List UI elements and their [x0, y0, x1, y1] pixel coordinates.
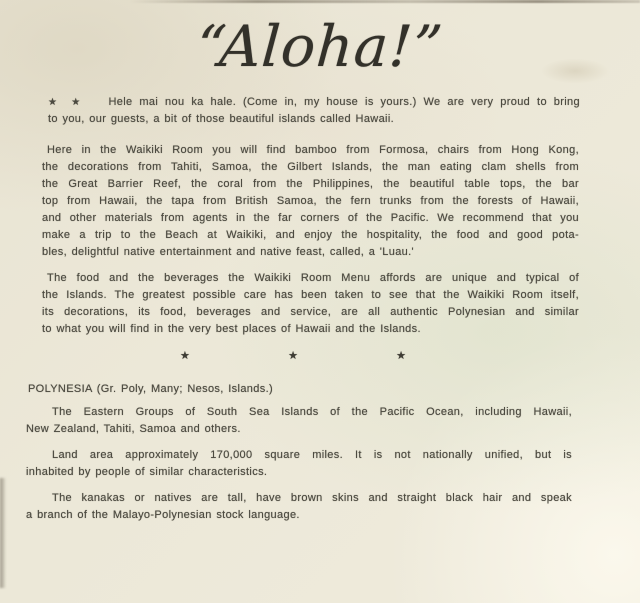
- text-line: make a trip to the Beach at Waikiki, and enjoy the hospitality, the food and good pota-: [42, 229, 579, 241]
- scan-edge-left: [0, 478, 6, 588]
- text-line: the Islands. The greatest possible care has been taken to see that the Waikiki Room itself,: [42, 289, 579, 301]
- scan-edge-top: [130, 0, 640, 3]
- paragraph-waikiki-room: [42, 142, 579, 261]
- text-line: The Eastern Groups of South Sea Islands of the Pacific Ocean, including Hawaii,: [52, 406, 572, 418]
- intro-line-2: to you, our guests, a bit of those beautiful islands called Hawaii.: [48, 113, 395, 125]
- paragraph-food-beverages: [42, 270, 579, 338]
- text-line: inhabited by people of similar characteristics.: [26, 466, 268, 478]
- star-icon: ★: [288, 350, 298, 362]
- text-line: Land area approximately 170,000 square miles. It is not nationally unified, but is: [52, 449, 572, 461]
- paragraph-land-area: [26, 447, 572, 481]
- star-icon: ★: [396, 350, 406, 362]
- text-line: New Zealand, Tahiti, Samoa and others.: [26, 423, 241, 435]
- text-line: and other materials from agents in the far corners of the Pacific. We recommend that you: [42, 212, 579, 224]
- intro-paragraph: [48, 94, 580, 128]
- text-line: the Great Barrier Reef, the coral from the Philippines, the beautiful table tops, the bar: [42, 178, 579, 190]
- heading-line: POLYNESIA (Gr. Poly, Many; Nesos, Islands.): [28, 383, 273, 395]
- star-divider: [180, 349, 406, 362]
- paragraph-kanakas: [26, 490, 572, 524]
- text-line: Here in the Waikiki Room you will find bamboo from Formosa, chairs from Hong Kong,: [47, 144, 579, 156]
- text-line: a branch of the Malayo-Polynesian stock language.: [26, 509, 300, 521]
- text-line: to what you will find in the very best places of Hawaii and the Islands.: [42, 323, 421, 335]
- text-line: its decorations, its food, beverages and service, are all authentic Polynesian and similar: [42, 306, 579, 318]
- text-line: the decorations from Tahiti, Samoa, the Gilbert Islands, the man eating clam shells from: [42, 161, 579, 173]
- star-icon: ★: [180, 350, 190, 362]
- star-icons: ★★: [48, 97, 95, 108]
- text-line: The food and the beverages the Waikiki Room Menu affords are unique and typical of: [47, 272, 579, 284]
- intro-text: Hele mai nou ka hale. (Come in, my house is yours.) We are very proud to bring: [108, 96, 580, 108]
- text-line: bles, delightful native entertainment and native feast, called, a 'Luau.': [42, 246, 414, 258]
- text-line: top from Hawaii, the tapa from British Samoa, the fern trunks from the forests of Hawaii,: [42, 195, 579, 207]
- intro-line-1: [48, 94, 580, 111]
- paragraph-eastern-groups: [26, 404, 572, 438]
- page-title: “Aloha!”: [194, 14, 446, 80]
- text-line: The kanakas or natives are tall, have brown skins and straight black hair and speak: [52, 492, 572, 504]
- polynesia-heading: [28, 381, 588, 398]
